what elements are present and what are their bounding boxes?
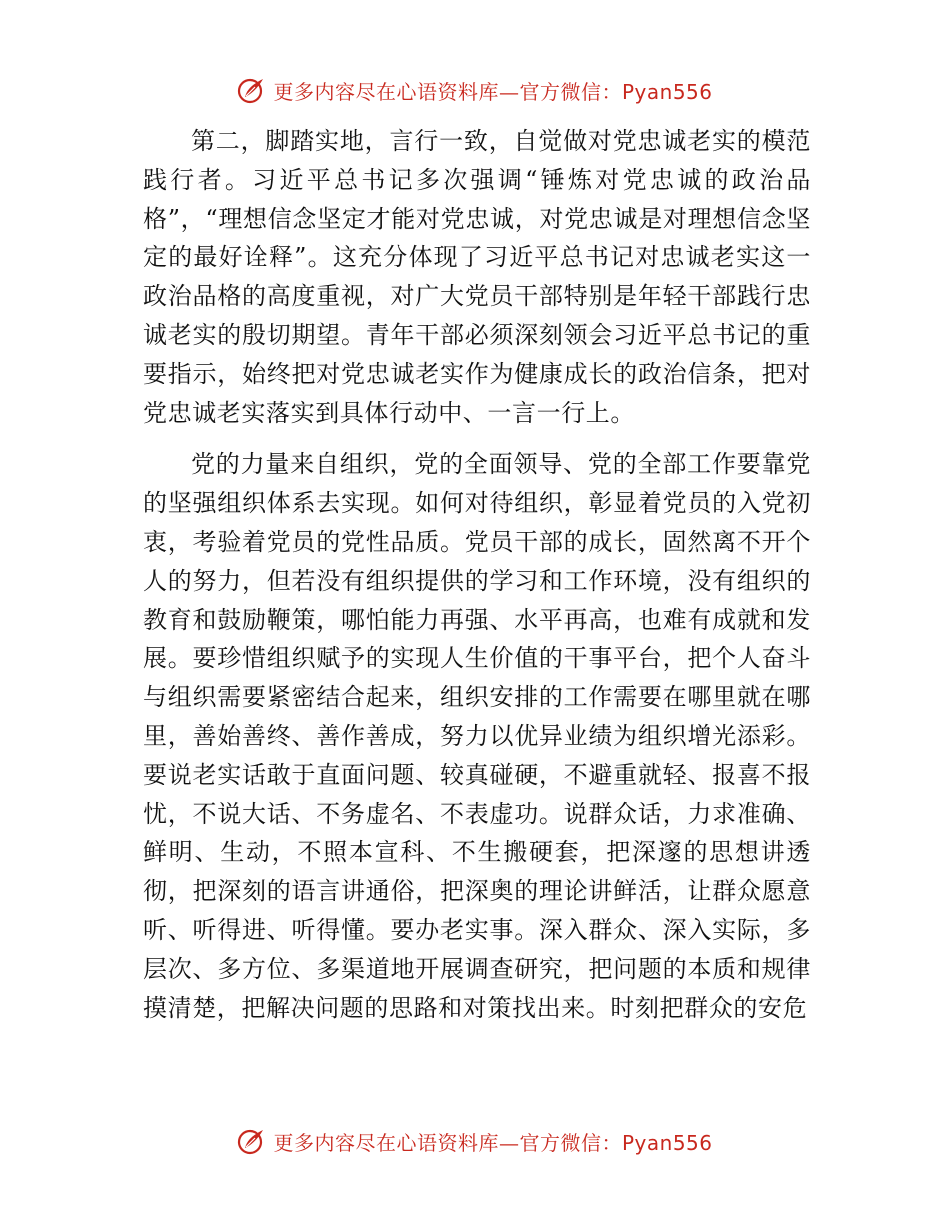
- banner-text: 更多内容尽在心语资料库—官方微信：Pyan556: [273, 1130, 713, 1155]
- header-banner: [0, 73, 950, 107]
- paragraph: 第二，脚踏实地，言行一致，自觉做对党忠诚老实的模范践行者。习近平总书记多次强调“锤炼对党忠诚的政治品格”，“理想信念坚定才能对党忠诚，对党忠诚是对理想信念坚定的最好诠释”。这充分体现了习近平总书记对忠诚老实这一政治品格的高度重视，对广大党员干部特别是年轻干部践行忠诚老实的殷切期望。青年干部必须深刻领会习近平总书记的重要指示，始终把对党忠诚老实作为健康成长的政治信条，把对党忠诚老实落实到具体行动中、一言一行上。: [143, 127, 811, 427]
- paragraph: 党的力量来自组织，党的全面领导、党的全部工作要靠党的坚强组织体系去实现。如何对待组织，彰显着党员的入党初衷，考验着党员的党性品质。党员干部的成长，固然离不开个人的努力，但若没有组织提供的学习和工作环境，没有组织的教育和鼓励鞭策，哪怕能力再强、水平再高，也难有成就和发展。要珍惜组织赋予的实现人生价值的干事平台，把个人奋斗与组织需要紧密结合起来，组织安排的工作需要在哪里就在哪里，善始善终、善作善成，努力以优异业绩为组织增光添彩。要说老实话敢于直面问题、较真碰硬，不避重就轻、报喜不报忧，不说大话、不务虚名、不表虚功。说群众话，力求准确、鲜明、生动，不照本宣科、不生搬硬套，把深邃的思想讲透彻，把深刻的语言讲通俗，把深奥的理论讲鲜活，让群众愿意听、听得进、听得懂。要办老实事。深入群众、深入实际，多层次、多方位、多渠道地开展调查研究，把问题的本质和规律摸清楚，把解决问题的思路和对策找出来。时刻把群众的安危: [143, 450, 811, 1022]
- leaf-pen-logo-icon: [237, 1126, 267, 1156]
- document-body: [143, 122, 811, 1027]
- leaf-pen-logo-icon: [237, 75, 267, 105]
- banner-text: 更多内容尽在心语资料库—官方微信：Pyan556: [273, 79, 713, 104]
- footer-banner: [0, 1124, 950, 1158]
